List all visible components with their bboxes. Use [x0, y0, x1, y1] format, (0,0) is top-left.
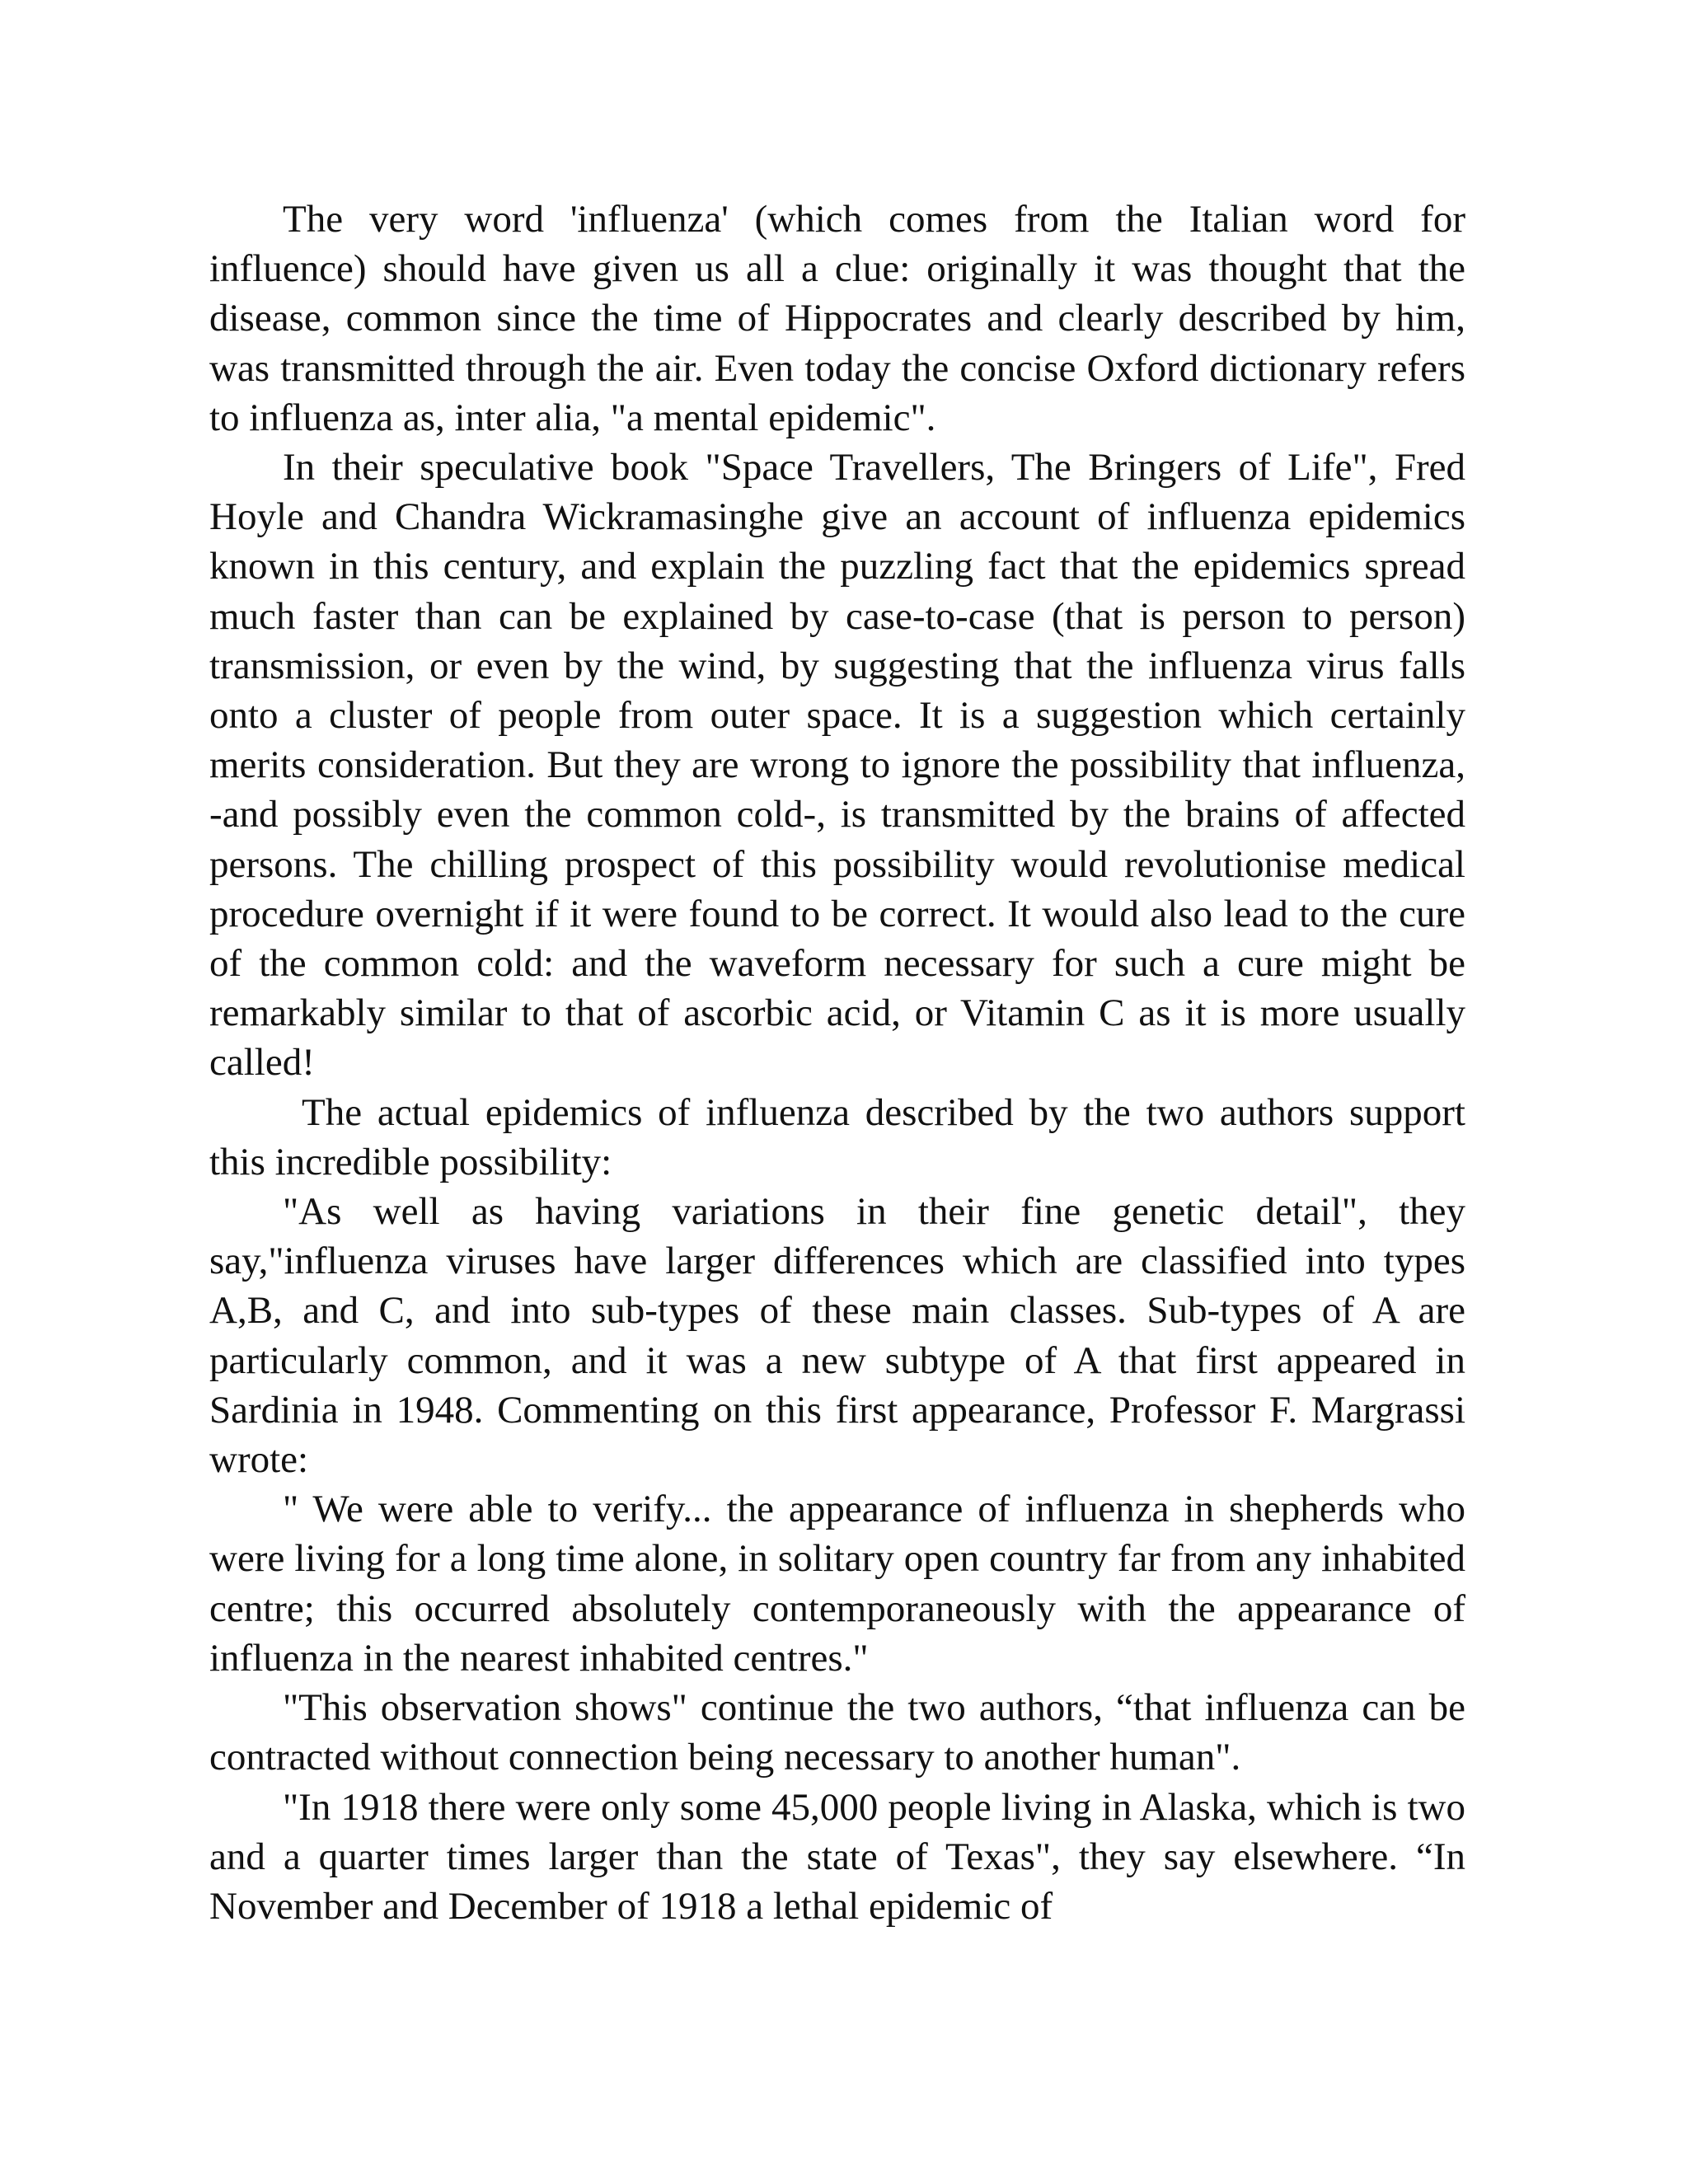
paragraph-space-travellers: In their speculative book "Space Travellers, The Bringers of Life", Fred Hoyle and Chandra Wickramasinghe give an account of influenza epidemics known in this century, and explain the puzzling fact that the epidemics spread much faster than can be explained by case-to-case (that is person to person) transmission, or even by the wind, by suggesting that the influenza virus falls onto a cluster of people from outer space. It is a suggestion which certainly merits consideration. But they are wrong to ignore the possibility that influenza, -and possibly even the common cold-, is transmitted by the brains of affected persons. The chilling prospect of this possibility would revolutionise medical procedure overnight if it were found to be correct. It would also lead to the cure of the common cold: and the waveform necessary for such a cure might be remarkably similar to that of ascorbic acid, or Vitamin C as it is more usually called! — [209, 446, 1465, 1085]
paragraph-influenza-etymology: The very word 'influenza' (which comes from the Italian word for influence) should have given us all a clue: originally it was thought that the disease, common since the time of Hippocrates and clearly described by him, was transmitted through the air. Even today the concise Oxford dictionary refers to influenza as, inter alia, "a mental epidemic". — [209, 198, 1465, 439]
paragraph-alaska: "In 1918 there were only some 45,000 people living in Alaska, which is two and a quarter times larger than the state of Texas", they say elsewhere. “In November and December of 1918 a lethal epidemic of — [209, 1785, 1465, 1928]
body-text — [209, 194, 1465, 1931]
paragraph-margrassi-quote: " We were able to verify... the appearance of influenza in shepherds who were living for a long time alone, in solitary open country far from any inhabited centre; this occurred absolutely contemporaneously with the appearance of influenza in the nearest inhabited centres." — [209, 1488, 1465, 1680]
paragraph-observation: "This observation shows" continue the two authors, “that influenza can be contracted without connection being necessary to another human". — [209, 1686, 1465, 1779]
paragraph-actual-epidemics: The actual epidemics of influenza described by the two authors support this incredible possibility: — [209, 1090, 1465, 1183]
paragraph-virus-types: "As well as having variations in their fine genetic detail", they say,"influenza viruses have larger differences which are classified into types A,B, and C, and into sub-types of these main classes. Sub-types of A are particularly common, and it was a new subtype of A that first appeared in Sardinia in 1948. Commenting on this first appearance, Professor F. Margrassi wrote: — [209, 1190, 1465, 1482]
